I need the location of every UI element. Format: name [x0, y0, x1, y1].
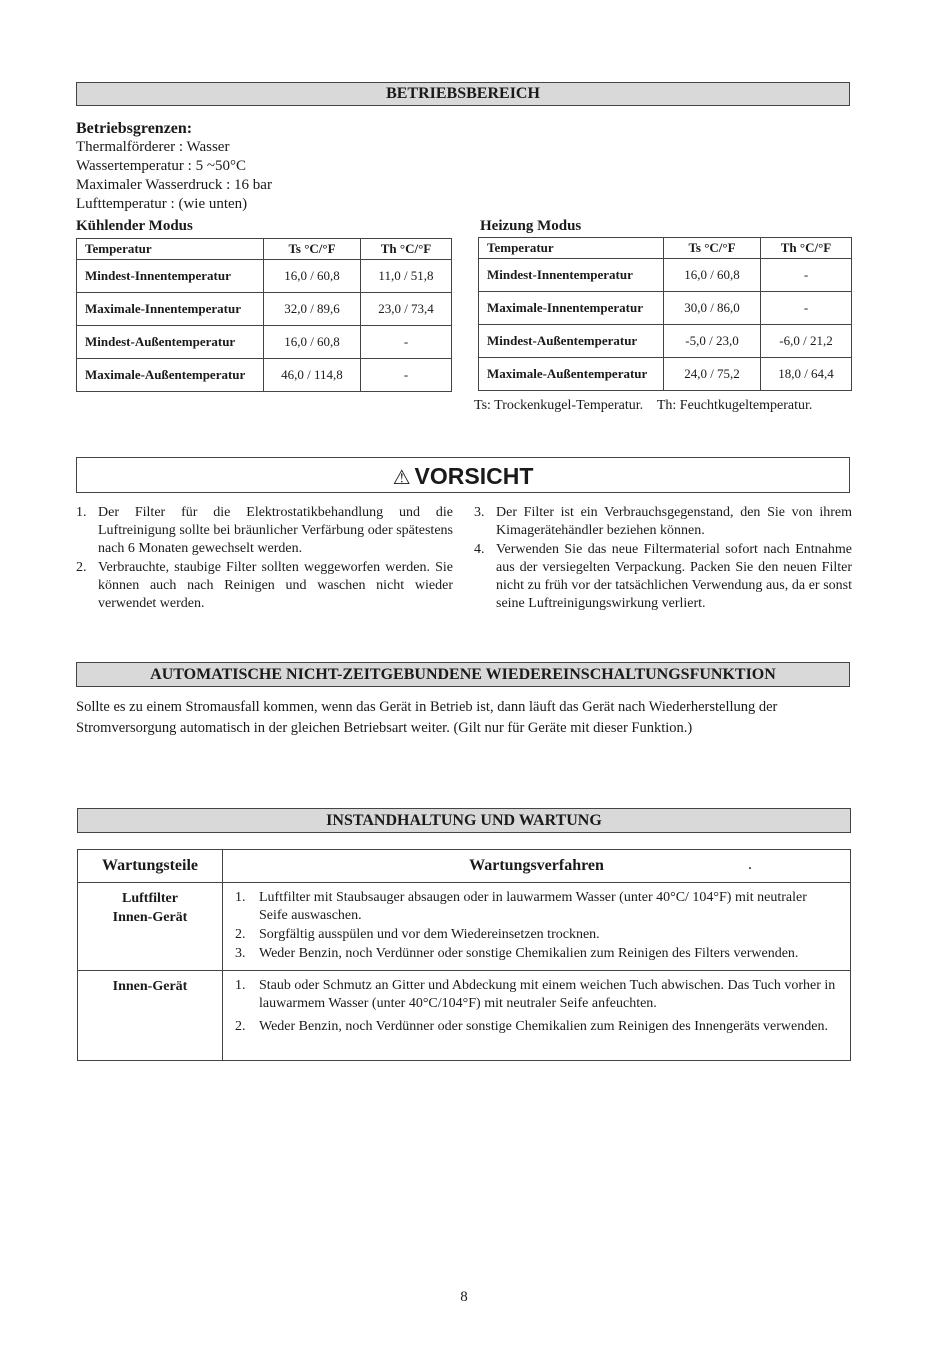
list-item: [235, 945, 836, 963]
limit-line: Wassertemperatur : 5 ~50°C: [76, 158, 246, 174]
cell: 18,0 / 64,4: [761, 358, 852, 391]
limit-line: Maximaler Wasserdruck : 16 bar: [76, 177, 272, 193]
caution-title: VORSICHT: [414, 463, 534, 489]
cooling-mode-title: Kühlender Modus: [76, 218, 193, 234]
step-text: Weder Benzin, noch Verdünner oder sonstige Chemikalien zum Reinigen des Innengeräts verwenden.: [259, 1019, 828, 1034]
cell: -5,0 / 23,0: [664, 325, 761, 358]
col-header: Temperatur: [479, 238, 664, 259]
table-row: [479, 325, 852, 358]
step-number: 2.: [235, 927, 246, 942]
table-row: [77, 260, 452, 293]
table-row: [479, 358, 852, 391]
step-text: Luftfilter mit Staubsauger absaugen oder in lauwarmem Wasser (unter 40°C/ 104°F) mit neutraler Seife auswaschen.: [259, 890, 807, 923]
cell: Maximale-Außentemperatur: [479, 358, 664, 391]
page-number: 8: [460, 1289, 468, 1305]
table-row: [479, 259, 852, 292]
operating-range-banner: BETRIEBSBEREICH: [76, 82, 850, 106]
cell: Mindest-Außentemperatur: [77, 326, 264, 359]
maintenance-procedure: [223, 971, 851, 1061]
step-number: 1.: [235, 978, 246, 993]
item-text: Der Filter ist ein Verbrauchsgegenstand, den Sie von ihrem Kimagerätehändler beziehen können.: [496, 505, 852, 538]
col-header: Ts °C/°F: [264, 239, 361, 260]
heating-mode-title: Heizung Modus: [480, 218, 582, 234]
part-line: Luftfilter: [122, 891, 178, 906]
cell: -: [361, 359, 452, 392]
col-header-procedure: [223, 850, 851, 883]
step-text: Staub oder Schmutz an Gitter und Abdeckung mit einem weichen Tuch abwischen. Das Tuch vorher in lauwarmem Wasser (unter 40°C/104°F) mit neutraler Seife anfeuchten.: [259, 978, 836, 1011]
col-header: Th °C/°F: [761, 238, 852, 259]
list-item: [235, 1018, 836, 1036]
cell: -: [361, 326, 452, 359]
table-row: [78, 883, 851, 971]
cell: 30,0 / 86,0: [664, 292, 761, 325]
cell: 32,0 / 89,6: [264, 293, 361, 326]
heating-table: [478, 237, 852, 391]
auto-restart-banner: AUTOMATISCHE NICHT-ZEITGEBUNDENE WIEDEREINSCHALTUNGSFUNKTION: [76, 662, 850, 687]
cell: Mindest-Innentemperatur: [479, 259, 664, 292]
maintenance-procedure: [223, 883, 851, 971]
auto-restart-text: Sollte es zu einem Stromausfall kommen, wenn das Gerät in Betrieb ist, dann läuft das Gerät nach Wiederherstellung der Stromversorgung automatisch in der gleichen Betriebsart weiter. (Gilt nur für Geräte mit dieser Funktion.): [76, 699, 778, 736]
list-item: [474, 504, 852, 540]
table-row: [78, 971, 851, 1061]
cell: 11,0 / 51,8: [361, 260, 452, 293]
cell: -: [761, 292, 852, 325]
limit-line: Thermalförderer : Wasser: [76, 139, 230, 155]
list-item: [76, 504, 453, 558]
cell: 16,0 / 60,8: [664, 259, 761, 292]
cell: Maximale-Außentemperatur: [77, 359, 264, 392]
step-number: 3.: [235, 946, 246, 961]
step-text: Sorgfältig ausspülen und vor dem Wiedereinsetzen trocknen.: [259, 927, 600, 942]
maintenance-table: [77, 849, 851, 1061]
warning-triangle-icon: ⚠: [392, 467, 411, 489]
table-row: [479, 292, 852, 325]
col-header: Ts °C/°F: [664, 238, 761, 259]
cell: 46,0 / 114,8: [264, 359, 361, 392]
header-dot: .: [748, 856, 752, 873]
step-number: 2.: [235, 1019, 246, 1034]
item-number: 2.: [76, 560, 87, 575]
cell: -6,0 / 21,2: [761, 325, 852, 358]
item-text: Der Filter für die Elektrostatikbehandlung und die Luftreinigung sollte bei bräunlicher Verfärbung oder spätestens nach 6 Monaten gewechselt werden.: [98, 505, 453, 556]
col-header: Temperatur: [77, 239, 264, 260]
caution-header: [76, 457, 850, 493]
cooling-table: [76, 238, 452, 392]
caution-list-left: [76, 504, 453, 614]
limit-line: Lufttemperatur : (wie unten): [76, 196, 248, 212]
table-row: [77, 293, 452, 326]
table-row: [77, 326, 452, 359]
maintenance-part: [78, 883, 223, 971]
col-header: Wartungsverfahren: [469, 857, 604, 874]
limits-title: Betriebsgrenzen:: [76, 120, 193, 137]
step-list: [235, 889, 836, 963]
cell: Maximale-Innentemperatur: [479, 292, 664, 325]
cell: Maximale-Innentemperatur: [77, 293, 264, 326]
list-item: [76, 559, 453, 613]
step-number: 1.: [235, 890, 246, 905]
col-header: Th °C/°F: [361, 239, 452, 260]
list-item: [474, 541, 852, 613]
list-item: [235, 926, 836, 944]
cell: 24,0 / 75,2: [664, 358, 761, 391]
table-row: [77, 359, 452, 392]
caution-list-right: [474, 504, 852, 614]
list-item: [235, 889, 836, 925]
part-line: Innen-Gerät: [112, 910, 188, 925]
cell: Mindest-Außentemperatur: [479, 325, 664, 358]
maintenance-part: [78, 971, 223, 1061]
item-number: 4.: [474, 542, 485, 557]
list-item: [235, 977, 836, 1013]
temperature-footnote: Ts: Trockenkugel-Temperatur. Th: Feuchtkugeltemperatur.: [474, 398, 813, 413]
item-text: Verbrauchte, staubige Filter sollten weggeworfen werden. Sie können auch nach Reinigen und waschen nicht wieder verwendet werden.: [98, 560, 453, 611]
maintenance-banner: INSTANDHALTUNG UND WARTUNG: [77, 808, 851, 833]
item-number: 3.: [474, 505, 485, 520]
cell: Mindest-Innentemperatur: [77, 260, 264, 293]
limits-list: [76, 138, 272, 214]
item-number: 1.: [76, 505, 87, 520]
step-list: [235, 977, 836, 1036]
cell: 16,0 / 60,8: [264, 260, 361, 293]
cell: 23,0 / 73,4: [361, 293, 452, 326]
item-text: Verwenden Sie das neue Filtermaterial sofort nach Entnahme aus der versiegelten Verpackung. Packen Sie den neuen Filter nicht zu früh vor der tatsächlichen Verwendung aus, da er sonst seine Luftreinigungswirkung verliert.: [496, 542, 852, 611]
cell: -: [761, 259, 852, 292]
cell: 16,0 / 60,8: [264, 326, 361, 359]
col-header: Wartungsteile: [78, 850, 223, 883]
step-text: Weder Benzin, noch Verdünner oder sonstige Chemikalien zum Reinigen des Filters verwenden.: [259, 946, 799, 961]
part-line: Innen-Gerät: [112, 979, 188, 994]
